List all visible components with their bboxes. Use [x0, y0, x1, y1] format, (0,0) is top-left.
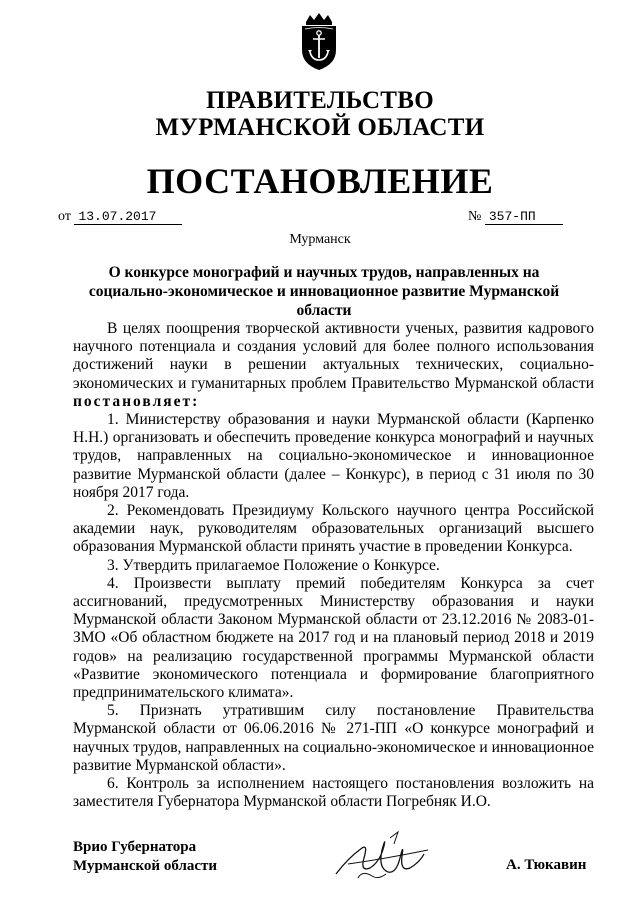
signatory-title-line2: Мурманской области — [73, 858, 218, 874]
resolves-word: постановляет — [73, 392, 193, 410]
government-title-line1: ПРАВИТЕЛЬСТВО — [206, 87, 434, 114]
signatory-name: А. Тюкавин — [506, 857, 587, 873]
body-item-6: 6. Контроль за исполнением настоящего постановления возложить на заместителя Губернатора Мурманской области Погребняк И.О. — [73, 775, 594, 811]
date-prefix: от — [58, 209, 71, 224]
document-date: 13.07.2017 — [74, 209, 182, 225]
government-title-line2: МУРМАНСКОЙ ОБЛАСТИ — [155, 114, 485, 141]
number-prefix: № — [468, 209, 482, 224]
coat-of-arms-emblem-icon — [296, 12, 342, 72]
document-number-row — [468, 209, 563, 225]
handwritten-signature-icon — [328, 828, 438, 888]
body-item-1: 1. Министерству образования и науки Мурманской области (Карпенко Н.Н.) организовать и обеспечить проведение конкурса монографий и научных трудов, направленных на социально-экономическое и инновационное развитие Мурманской области (далее – Конкурс), в период с 31 июля по 30 ноября 2017 года. — [73, 411, 594, 501]
body-item-3: 3. Утвердить прилагаемое Положение о Конкурсе. — [107, 556, 440, 574]
body-item-4: 4. Произвести выплату премий победителям Конкурса за счет ассигнований, предусмотренных Министерству образования и науки Мурманской области Законом Мурманской области от 23.12.2016 № 2083-01-ЗМО «Об областном бюджете на 2017 год и на плановый период 2018 и 2019 годов» на реализацию государственной программы Мурманской области «Развитие экономического потенциала и формирование благоприятного предпринимательского климата». — [73, 574, 594, 702]
document-body — [73, 320, 594, 811]
body-item-2: 2. Рекомендовать Президиуму Кольского научного центра Российской академии наук, руководителям образовательных организаций высшего образования Мурманской области принять участие в проведении Конкурса. — [73, 502, 594, 556]
body-intro-paragraph — [73, 320, 594, 411]
document-number: 357-ПП — [485, 209, 563, 225]
signatory-title-line1: Врио Губернатора — [73, 839, 197, 855]
signatory-title — [73, 838, 217, 876]
body-intro: В целях поощрения творческой активности ученых, развития кадрового научного потенциала и создания условий для более полного использования достижений науки в решении актуальных технических, социально-экономических и гуманитарных проблем Правительство Мурманской области — [73, 320, 594, 392]
resolves-colon: : — [192, 392, 200, 410]
document-type-heading: ПОСТАНОВЛЕНИЕ — [146, 161, 494, 201]
body-item-5: 5. Признать утратившим силу постановление Правительства Мурманской области от 06.06.2016 № 271-ПП «О конкурсе монографий и научных трудов, направленных на социально-экономическое и инновационное развитие Мурманской области». — [73, 702, 594, 774]
document-date-row — [58, 209, 182, 225]
document-subject: О конкурсе монографий и научных трудов, направленных на социально-экономическое и инновационное развитие Мурманской области — [88, 264, 560, 319]
document-city: Мурманск — [289, 232, 351, 247]
